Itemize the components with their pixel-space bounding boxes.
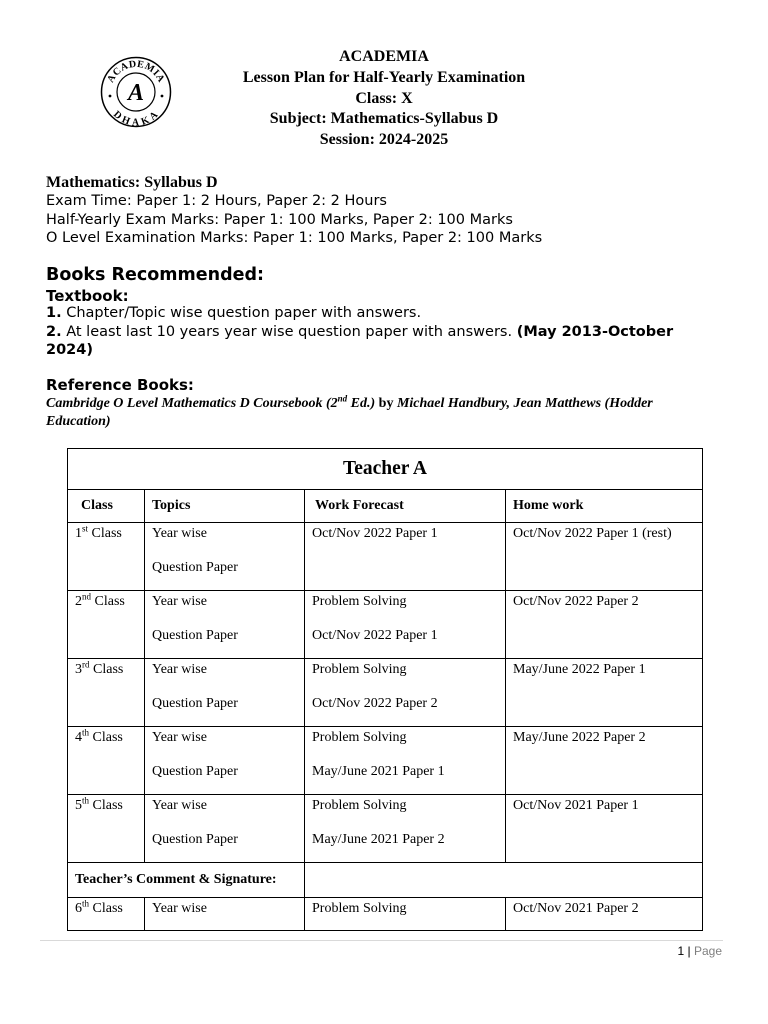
textbook-heading: Textbook: (46, 287, 129, 305)
class-cell: 2nd Class (68, 591, 145, 659)
class-cell: 3rd Class (68, 659, 145, 727)
lesson-plan-table (67, 448, 703, 931)
footer-divider (40, 940, 723, 941)
reference-heading: Reference Books: (46, 376, 194, 394)
column-header-work-forecast: Work Forecast (305, 490, 506, 523)
document-header (200, 47, 568, 151)
textbook-item: 1. Chapter/Topic wise question paper with answers. (46, 305, 422, 321)
home-work-cell: Oct/Nov 2021 Paper 1 (506, 795, 703, 863)
textbook-list (46, 304, 706, 360)
class-cell: 4th Class (68, 727, 145, 795)
teacher-comment-field (305, 863, 703, 898)
page-label: Page (693, 944, 722, 958)
table-title: Teacher A (68, 449, 703, 490)
class-cell: 5th Class (68, 795, 145, 863)
exam-time: Exam Time: Paper 1: 2 Hours, Paper 2: 2 Hours (46, 193, 387, 209)
books-heading: Books Recommended: (46, 265, 264, 285)
table-row (68, 727, 703, 795)
class-label: Class: X (355, 89, 413, 107)
column-header-topics: Topics (145, 490, 305, 523)
reference-book: Cambridge O Level Mathematics D Coursebook (2nd Ed.) by Michael Handbury, Jean Matthews (Hodder Education) (46, 393, 653, 429)
column-header-home-work: Home work (506, 490, 703, 523)
subject-label: Subject: Mathematics-Syllabus D (269, 110, 499, 128)
table-row (68, 659, 703, 727)
table-row (68, 523, 703, 591)
academia-dhaka-logo (100, 56, 172, 128)
home-work-cell: Oct/Nov 2021 Paper 2 (506, 898, 703, 931)
page-separator: | (687, 944, 691, 958)
textbook-item: 2. At least last 10 years year wise question paper with answers. (May 2013-October 2024) (46, 323, 674, 358)
session-label: Session: 2024-2025 (319, 131, 449, 149)
home-work-cell: Oct/Nov 2022 Paper 1 (rest) (506, 523, 703, 591)
column-header-class: Class (68, 490, 145, 523)
table-row (68, 898, 703, 931)
teacher-comment-label: Teacher’s Comment & Signature: (68, 863, 305, 898)
syllabus-meta (46, 192, 542, 248)
work-forecast-cell: Problem Solving Oct/Nov 2022 Paper 1 (305, 591, 506, 659)
class-cell: 1st Class (68, 523, 145, 591)
o-level-marks: O Level Examination Marks: Paper 1: 100 Marks, Paper 2: 100 Marks (46, 230, 543, 246)
topics-cell: Year wise (145, 898, 305, 931)
school-name: ACADEMIA (339, 48, 429, 65)
half-yearly-marks: Half-Yearly Exam Marks: Paper 1: 100 Marks, Paper 2: 100 Marks (46, 211, 513, 228)
table-row (68, 591, 703, 659)
work-forecast-cell: Oct/Nov 2022 Paper 1 (305, 523, 506, 591)
home-work-cell: May/June 2022 Paper 1 (506, 659, 703, 727)
home-work-cell: Oct/Nov 2022 Paper 2 (506, 591, 703, 659)
logo-bottom-text: DHAKA (111, 108, 161, 128)
work-forecast-cell: Problem Solving May/June 2021 Paper 1 (305, 727, 506, 795)
svg-text:DHAKA (111, 109, 161, 128)
syllabus-title: Mathematics: Syllabus D (46, 174, 218, 191)
page-number: 1 (677, 944, 685, 958)
class-cell: 6th Class (68, 898, 145, 931)
home-work-cell: May/June 2022 Paper 2 (506, 727, 703, 795)
logo-top-text: ACADEMIA (105, 58, 167, 85)
topics-cell: Year wise Question Paper (145, 591, 305, 659)
topics-cell: Year wise Question Paper (145, 659, 305, 727)
topics-cell: Year wise Question Paper (145, 795, 305, 863)
page-footer (677, 944, 722, 958)
work-forecast-cell: Problem Solving May/June 2021 Paper 2 (305, 795, 506, 863)
plan-title: Lesson Plan for Half-Yearly Examination (242, 68, 526, 86)
table-row (68, 795, 703, 863)
topics-cell: Year wise Question Paper (145, 727, 305, 795)
topics-cell: Year wise Question Paper (145, 523, 305, 591)
teacher-comment-row (68, 863, 703, 898)
work-forecast-cell: Problem Solving Oct/Nov 2022 Paper 2 (305, 659, 506, 727)
logo-center-letter: A (127, 80, 145, 106)
work-forecast-cell: Problem Solving (305, 898, 506, 931)
